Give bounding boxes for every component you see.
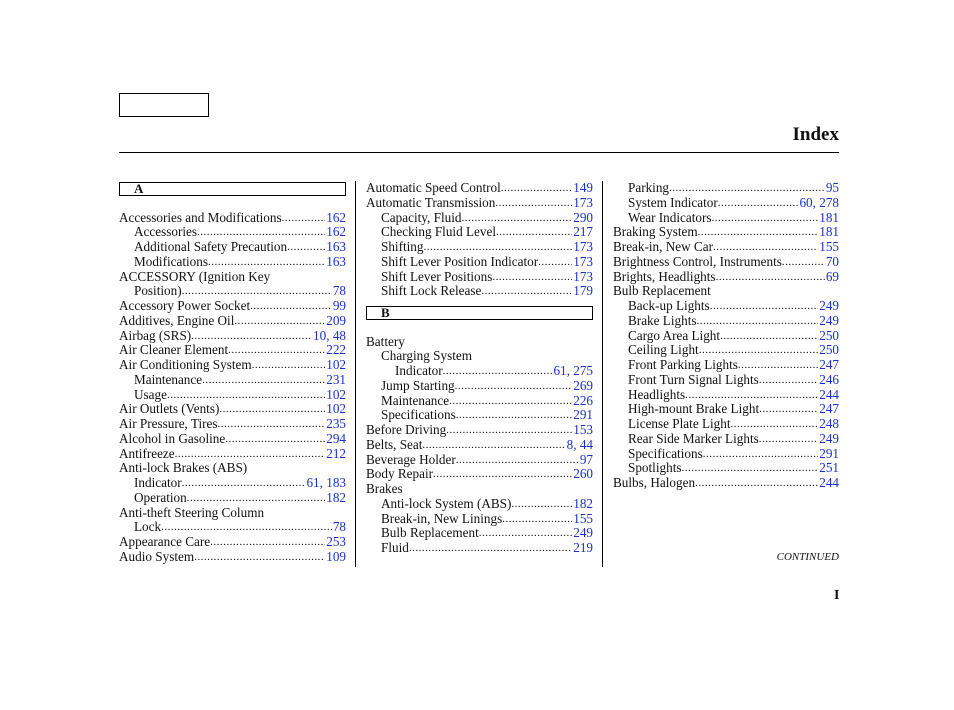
dot-leader [501, 181, 572, 196]
page-reference-link[interactable]: 231 [326, 371, 346, 387]
dot-leader [424, 240, 573, 255]
dot-leader [234, 314, 325, 329]
index-entry [366, 453, 593, 468]
index-entry [366, 211, 593, 226]
index-term: Air Cleaner Element [119, 342, 229, 358]
index-entry [613, 402, 839, 417]
index-entry [613, 432, 839, 447]
dot-leader [481, 284, 572, 299]
index-entry [366, 512, 593, 527]
index-term: System Indicator [628, 194, 718, 210]
index-term: Belts, Seat [366, 436, 423, 452]
index-term: Position) [134, 283, 182, 299]
index-entry [613, 388, 839, 403]
page-reference-link[interactable]: 153 [573, 422, 593, 437]
page-title: Index [792, 124, 839, 145]
index-column-2 [366, 181, 593, 556]
column-divider-2 [602, 181, 603, 567]
dot-leader [409, 541, 572, 556]
dot-leader [718, 196, 799, 211]
dot-leader [210, 535, 325, 550]
dot-leader [187, 491, 325, 506]
dot-leader [685, 388, 818, 403]
index-term: Modifications [134, 253, 208, 269]
index-term: Bulbs, Halogen [613, 475, 696, 490]
index-term: Battery [366, 333, 405, 349]
index-term: Rear Side Marker Lights [628, 430, 759, 446]
page-reference-link[interactable]: 102 [326, 386, 346, 402]
index-term: Usage [134, 386, 167, 402]
dot-leader [252, 358, 326, 373]
index-entry [119, 550, 346, 565]
index-term: Shift Lock Release [381, 283, 482, 299]
index-term: Brightness Control, Instruments [613, 253, 782, 269]
dot-leader [218, 417, 326, 432]
page-reference-link[interactable]: 163 [326, 239, 346, 254]
index-term: License Plate Light [628, 416, 731, 431]
index-entry [366, 196, 593, 211]
index-entry [613, 476, 839, 491]
page-reference-link[interactable]: 260 [573, 466, 593, 482]
column-divider-1 [355, 181, 356, 567]
index-term: Brights, Headlights [613, 268, 716, 284]
index-entry [366, 240, 593, 255]
index-entry [613, 314, 839, 329]
index-term: Jump Starting [381, 377, 455, 393]
index-term: Air Conditioning System [119, 357, 252, 372]
index-term: Specifications [628, 445, 703, 461]
index-tab-box [119, 93, 209, 117]
index-entry [613, 447, 839, 462]
index-term: ACCESSORY (Ignition Key [119, 268, 271, 284]
page-reference-link[interactable]: 250 [819, 342, 839, 358]
index-term: Indicator [395, 363, 443, 378]
index-entry [613, 225, 839, 240]
page-reference-link[interactable]: 244 [819, 386, 839, 402]
page-reference-link[interactable]: 290 [573, 209, 593, 225]
dot-leader [461, 211, 572, 226]
page-reference-link[interactable]: 247 [819, 401, 839, 417]
page-reference-link[interactable]: 269 [573, 377, 593, 393]
dot-leader [250, 299, 332, 314]
page-reference-link[interactable]: 217 [573, 224, 593, 240]
page-reference-link[interactable]: 173 [573, 253, 593, 269]
index-term: Brake Lights [628, 312, 697, 328]
index-entry [366, 364, 593, 379]
dot-leader [456, 453, 579, 468]
index-entry [613, 196, 839, 211]
index-column-1 [119, 181, 346, 565]
page-reference-link[interactable]: 78 [332, 519, 346, 535]
index-entry [613, 284, 839, 299]
page-number: I [834, 588, 840, 603]
section-letter-header: A [119, 182, 346, 196]
dot-leader [422, 438, 565, 453]
page-reference-link[interactable]: 249 [819, 312, 839, 328]
index-entry [613, 255, 839, 270]
index-entry [366, 541, 593, 556]
page-reference-link[interactable]: 226 [573, 392, 593, 408]
dot-leader [492, 270, 572, 285]
index-entry [613, 417, 839, 432]
dot-leader [538, 255, 572, 270]
index-entry [119, 388, 346, 403]
index-term: Appearance Care [119, 534, 211, 549]
dot-leader [710, 299, 819, 314]
index-entry [613, 240, 839, 255]
index-term: Specifications [381, 407, 456, 423]
page-reference-link[interactable]: 222 [326, 342, 346, 358]
page-reference-link[interactable]: 219 [573, 540, 593, 555]
page-reference-link[interactable]: 60, 278 [799, 194, 839, 210]
index-term: Front Turn Signal Lights [628, 371, 759, 387]
index-term: Cargo Area Light [628, 327, 721, 343]
dot-leader [456, 408, 573, 423]
index-entry [613, 461, 839, 476]
dot-leader [182, 284, 332, 299]
index-term: Indicator [134, 475, 182, 490]
page-reference-link[interactable]: 249 [819, 298, 839, 313]
page-reference-link[interactable]: 212 [326, 445, 346, 461]
dot-leader [703, 447, 819, 462]
index-entry [366, 225, 593, 240]
index-entry [119, 491, 346, 506]
page-reference-link[interactable]: 97 [579, 451, 593, 467]
index-term: Body Repair [366, 466, 434, 482]
section-letter-header: B [366, 306, 593, 320]
index-entry [366, 408, 593, 423]
index-term: Anti-lock System (ABS) [381, 495, 512, 511]
dot-leader [731, 417, 819, 432]
index-entry [119, 373, 346, 388]
index-entry [119, 432, 346, 447]
dot-leader [496, 225, 572, 240]
index-entry [119, 329, 346, 344]
index-entry [366, 379, 593, 394]
index-term: Maintenance [381, 392, 450, 408]
page-reference-link[interactable]: 291 [819, 445, 839, 461]
dot-leader [502, 512, 572, 527]
dot-leader [697, 314, 819, 329]
index-term: Front Parking Lights [628, 357, 738, 372]
page-reference-link[interactable]: 70 [825, 253, 839, 269]
index-entry [119, 240, 346, 255]
index-entry [119, 225, 346, 240]
dot-leader [759, 402, 818, 417]
page-reference-link[interactable]: 99 [332, 298, 346, 313]
dot-leader [716, 270, 825, 285]
index-term: Automatic Speed Control [366, 180, 501, 195]
page-reference-link[interactable]: 294 [326, 430, 346, 446]
dot-leader [202, 373, 325, 388]
index-entry [366, 438, 593, 453]
dot-leader [194, 550, 325, 565]
dot-leader [433, 467, 572, 482]
index-term: Bulb Replacement [381, 525, 479, 541]
dot-leader [495, 196, 572, 211]
index-entry [366, 526, 593, 541]
index-term: Anti-lock Brakes (ABS) [119, 460, 248, 476]
index-term: Shifting [381, 239, 424, 254]
page-reference-link[interactable]: 253 [326, 534, 346, 549]
page-reference-link[interactable]: 102 [326, 357, 346, 372]
page-reference-link[interactable]: 149 [573, 180, 593, 195]
dot-leader [682, 461, 819, 476]
page-reference-link[interactable]: 155 [573, 510, 593, 526]
index-entry [366, 335, 593, 350]
continued-label: CONTINUED [776, 551, 839, 563]
index-term: Additives, Engine Oil [119, 312, 235, 328]
index-term: Antifreeze [119, 445, 175, 461]
dot-leader [208, 255, 325, 270]
index-entry [366, 270, 593, 285]
page-reference-link[interactable]: 173 [573, 239, 593, 254]
page-reference-link[interactable]: 95 [825, 180, 839, 195]
index-term: Charging System [381, 348, 472, 364]
page-reference-link[interactable]: 209 [326, 312, 346, 328]
title-rule [119, 152, 839, 153]
index-entry [613, 211, 839, 226]
page-reference-link[interactable]: 291 [573, 407, 593, 423]
dot-leader [713, 240, 818, 255]
dot-leader [191, 329, 312, 344]
page-reference-link[interactable]: 179 [573, 283, 593, 299]
page-reference-link[interactable]: 8, 44 [566, 436, 593, 452]
dot-leader [228, 343, 325, 358]
index-entry [366, 255, 593, 270]
index-term: Ceiling Light [628, 342, 699, 358]
page-reference-link[interactable]: 182 [326, 489, 346, 505]
index-term: Wear Indicators [628, 209, 712, 225]
dot-leader [161, 520, 332, 535]
index-term: Anti-theft Steering Column [119, 504, 265, 520]
page-reference-link[interactable]: 173 [573, 194, 593, 210]
index-entry [613, 373, 839, 388]
dot-leader [782, 255, 825, 270]
index-entry [119, 476, 346, 491]
page-reference-link[interactable]: 162 [326, 224, 346, 240]
index-entry [119, 506, 346, 521]
index-entry [119, 358, 346, 373]
dot-leader [446, 423, 572, 438]
index-entry [119, 255, 346, 270]
index-term: Audio System [119, 548, 195, 564]
dot-leader [287, 240, 325, 255]
index-entry [366, 181, 593, 196]
index-term: Additional Safety Precaution [134, 239, 288, 254]
page-reference-link[interactable]: 181 [819, 224, 839, 240]
page-reference-link[interactable]: 61, 183 [306, 475, 346, 490]
dot-leader [219, 402, 325, 417]
index-term: Air Outlets (Vents) [119, 401, 220, 417]
index-term: Accessories and Modifications [119, 209, 282, 225]
dot-leader [759, 373, 818, 388]
index-entry [119, 343, 346, 358]
index-entry [119, 270, 346, 285]
dot-leader [699, 343, 819, 358]
index-entry [119, 520, 346, 535]
index-entry [366, 497, 593, 512]
index-term: Before Driving [366, 422, 447, 437]
page-reference-link[interactable]: 248 [819, 416, 839, 431]
index-term: Automatic Transmission [366, 194, 496, 210]
dot-leader [479, 526, 572, 541]
index-entry [119, 417, 346, 432]
dot-leader [738, 358, 818, 373]
page-reference-link[interactable]: 244 [819, 475, 839, 490]
page-reference-link[interactable]: 235 [326, 416, 346, 431]
dot-leader [182, 476, 306, 491]
index-term: Brakes [366, 481, 403, 496]
index-entry [119, 314, 346, 329]
index-entry [119, 299, 346, 314]
index-term: Braking System [613, 224, 698, 240]
dot-leader [720, 329, 818, 344]
page-reference-link[interactable]: 155 [819, 239, 839, 254]
index-term: Accessories [134, 224, 197, 240]
dot-leader [449, 394, 572, 409]
index-entry [366, 349, 593, 364]
dot-leader [695, 476, 818, 491]
index-term: Back-up Lights [628, 298, 710, 313]
dot-leader [759, 432, 818, 447]
index-entry [119, 447, 346, 462]
page-reference-link[interactable]: 182 [573, 495, 593, 511]
index-term: Accessory Power Socket [119, 298, 251, 313]
index-entry [613, 329, 839, 344]
index-entry [119, 535, 346, 550]
page-reference-link[interactable]: 246 [819, 371, 839, 387]
page-reference-link[interactable]: 250 [819, 327, 839, 343]
page-reference-link[interactable]: 249 [573, 525, 593, 541]
index-term: Air Pressure, Tires [119, 416, 218, 431]
page-reference-link[interactable]: 247 [819, 357, 839, 372]
page-reference-link[interactable]: 10, 48 [313, 327, 346, 343]
dot-leader [455, 379, 573, 394]
index-term: Capacity, Fluid [381, 209, 462, 225]
dot-leader [282, 211, 326, 226]
page-reference-link[interactable]: 163 [326, 253, 346, 269]
dot-leader [225, 432, 325, 447]
index-term: Fluid [381, 540, 409, 555]
index-entry [613, 181, 839, 196]
index-term: Bulb Replacement [613, 283, 711, 299]
index-term: Break-in, New Linings [381, 510, 503, 526]
index-entry [119, 402, 346, 417]
index-entry [119, 211, 346, 226]
page-reference-link[interactable]: 61, 275 [553, 363, 593, 378]
page-reference-link[interactable]: 102 [326, 401, 346, 417]
index-entry [366, 467, 593, 482]
index-entry [613, 299, 839, 314]
index-term: Alcohol in Gasoline [119, 430, 226, 446]
index-term: Operation [134, 489, 187, 505]
dot-leader [197, 225, 325, 240]
page-reference-link[interactable]: 249 [819, 430, 839, 446]
index-entry [613, 270, 839, 285]
dot-leader [443, 364, 553, 379]
index-term: High-mount Brake Light [628, 401, 760, 417]
index-term: Airbag (SRS) [119, 327, 192, 343]
index-term: Checking Fluid Level [381, 224, 497, 240]
index-term: Headlights [628, 386, 686, 402]
page-reference-link[interactable]: 109 [326, 548, 346, 564]
index-entry [366, 394, 593, 409]
index-column-3 [613, 181, 839, 491]
index-term: Parking [628, 180, 670, 195]
dot-leader [698, 225, 819, 240]
index-entry [119, 461, 346, 476]
dot-leader [712, 211, 819, 226]
page-reference-link[interactable]: 173 [573, 268, 593, 284]
index-term: Shift Lever Position Indicator [381, 253, 539, 269]
index-entry [613, 343, 839, 358]
dot-leader [175, 447, 326, 462]
dot-leader [511, 497, 572, 512]
index-term: Break-in, New Car [613, 239, 713, 254]
dot-leader [669, 181, 825, 196]
page-reference-link[interactable]: 78 [332, 283, 346, 299]
dot-leader [167, 388, 325, 403]
page-reference-link[interactable]: 69 [825, 268, 839, 284]
index-entry [366, 482, 593, 497]
index-term: Maintenance [134, 371, 203, 387]
index-term: Spotlights [628, 460, 682, 476]
index-term: Beverage Holder [366, 451, 456, 467]
index-term: Lock [134, 519, 162, 535]
index-entry [613, 358, 839, 373]
page-reference-link[interactable]: 162 [326, 209, 346, 225]
page-reference-link[interactable]: 181 [819, 209, 839, 225]
index-entry [366, 423, 593, 438]
index-term: Shift Lever Positions [381, 268, 493, 284]
page-reference-link[interactable]: 251 [819, 460, 839, 476]
index-entry [366, 284, 593, 299]
index-entry [119, 284, 346, 299]
